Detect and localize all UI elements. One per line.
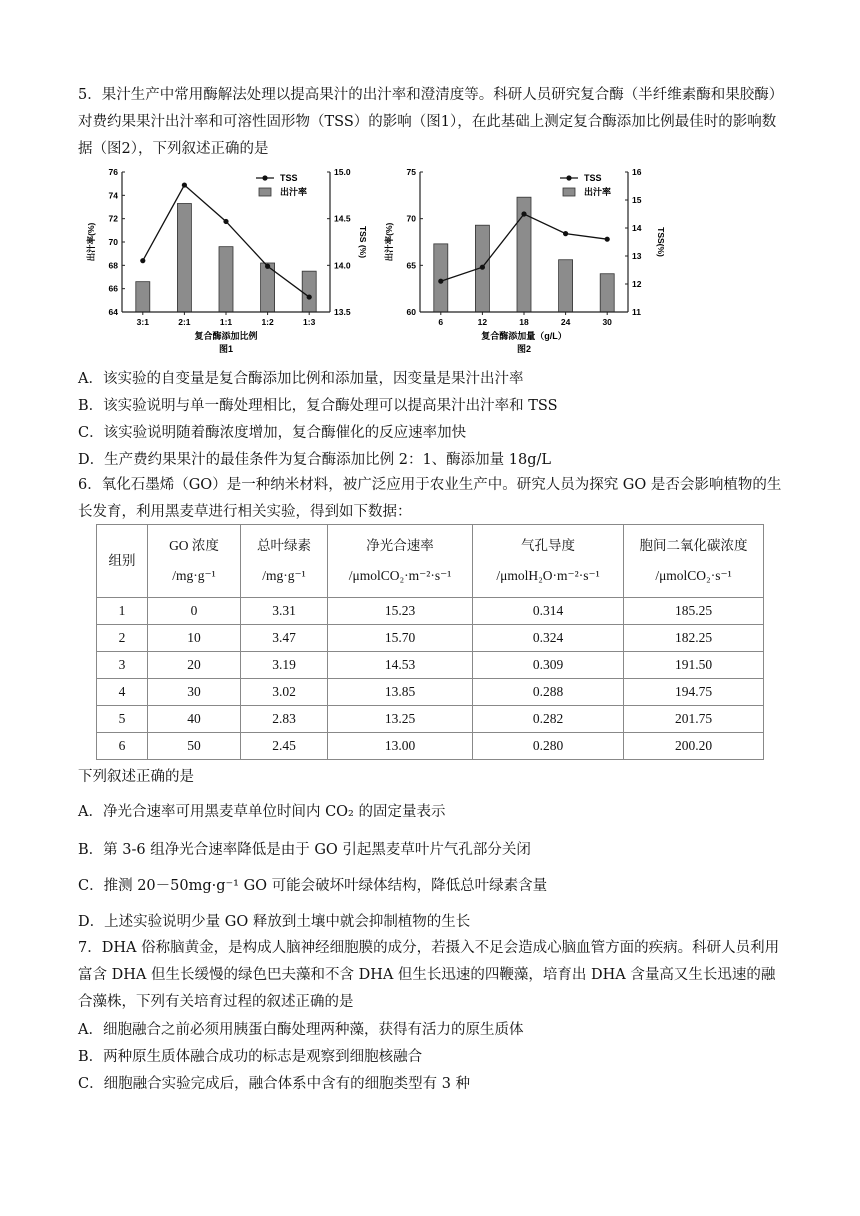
figure-title: 图2 — [516, 344, 532, 354]
left-tick-label: 70 — [108, 237, 118, 247]
x-tick-label: 12 — [477, 317, 488, 327]
right-tick-label: 15.0 — [334, 167, 351, 177]
go-data-table — [96, 524, 764, 760]
figure-2-chart — [376, 162, 676, 362]
legend-yield-label: 出汁率 — [280, 187, 308, 197]
table-row: 6 50 2.45 13.00 0.280 200.20 — [97, 733, 764, 760]
table-row: 4 30 3.02 13.85 0.288 194.75 — [97, 679, 764, 706]
tss-point-18 — [521, 211, 526, 216]
q5-option-d: D．生产费约果果汁的最佳条件为复合酶添加比例 2：1、酶添加量 18g/L — [78, 452, 552, 468]
tss-point-6 — [438, 279, 443, 284]
left-tick-label: 66 — [108, 283, 118, 294]
bar-yield-2:1 — [177, 204, 191, 313]
tss-point-1:2 — [265, 264, 270, 269]
table-row: 1 0 3.31 15.23 0.314 185.25 — [97, 598, 764, 625]
q5-option-a: A．该实验的自变量是复合酶添加比例和添加量，因变量是果汁出汁率 — [78, 371, 524, 387]
bar-yield-3:1 — [136, 282, 150, 312]
header-net-photosynthesis: 净光合速率 /μmolCO₂·m⁻²·s⁻¹ — [328, 525, 473, 598]
left-tick-label: 65 — [406, 260, 416, 271]
legend-yield-label: 出汁率 — [584, 187, 612, 197]
q5-option-b: B．该实验说明与单一酶处理相比，复合酶处理可以提高果汁出汁率和 TSS — [78, 398, 558, 414]
x-tick-label: 24 — [560, 317, 571, 327]
q6-stem: 6．氧化石墨烯（GO）是一种纳米材料，被广泛应用于农业生产中。研究人员为探究 GO 是否会影响植物的生长发育，利用黑麦草进行相关实验，得到如下数据： — [78, 477, 782, 520]
x-tick-label: 1:1 — [219, 317, 233, 327]
bar-yield-24 — [559, 260, 573, 312]
legend-tss-label: TSS — [584, 173, 602, 183]
q7-option-a: A．细胞融合之前必须用胰蛋白酶处理两种藻，获得有活力的原生质体 — [78, 1022, 524, 1038]
y2-axis-label: TSS(%) — [656, 227, 666, 257]
legend-tss-label: TSS — [280, 173, 298, 183]
bar-yield-6 — [434, 244, 448, 312]
table-header-row — [97, 525, 764, 598]
left-tick-label: 60 — [406, 307, 416, 317]
header-stomatal-conductance: 气孔导度 /μmolH₂O·m⁻²·s⁻¹ — [473, 525, 624, 598]
x-tick-label: 1:2 — [261, 317, 274, 327]
legend-tss-marker — [566, 175, 571, 180]
bar-yield-1:1 — [219, 247, 233, 312]
header-intercellular-co2: 胞间二氧化碳浓度 /μmolCO₂·s⁻¹ — [624, 525, 764, 598]
right-tick-label: 14 — [632, 223, 642, 233]
legend-yield-swatch — [563, 188, 575, 196]
right-tick-label: 14.5 — [334, 213, 351, 224]
q5-option-c: C．该实验说明随着酶浓度增加，复合酶催化的反应速率加快 — [78, 425, 467, 441]
table-row: 3 20 3.19 14.53 0.309 191.50 — [97, 652, 764, 679]
x-axis-label: 复合酶添加比例 — [194, 331, 258, 341]
tss-point-30 — [605, 237, 610, 242]
x-tick-label: 18 — [519, 317, 529, 327]
right-tick-label: 13 — [632, 251, 642, 261]
bar-yield-1:3 — [302, 271, 316, 312]
tss-point-1:3 — [307, 294, 312, 299]
tss-point-2:1 — [182, 182, 187, 187]
left-tick-label: 68 — [108, 260, 118, 271]
q6-option-c: C．推测 20－50mg·g⁻¹ GO 可能会破坏叶绿体结构，降低总叶绿素含量 — [78, 878, 548, 894]
tss-point-24 — [563, 231, 568, 236]
tss-point-1:1 — [223, 219, 228, 224]
left-tick-label: 76 — [108, 167, 118, 177]
q6-lead: 下列叙述正确的是 — [78, 769, 194, 785]
left-tick-label: 70 — [406, 213, 416, 224]
header-total-chlorophyll: 总叶绿素 /mg·g⁻¹ — [241, 525, 328, 598]
q6-option-d: D．上述实验说明少量 GO 释放到土壤中就会抑制植物的生长 — [78, 914, 471, 930]
right-tick-label: 12 — [632, 279, 642, 289]
x-tick-label: 6 — [438, 317, 444, 327]
tss-point-12 — [480, 265, 485, 270]
header-group: 组别 — [97, 525, 148, 598]
tss-point-3:1 — [140, 258, 145, 263]
figure-1-chart — [78, 162, 378, 362]
x-tick-label: 3:1 — [136, 317, 149, 327]
legend-tss-marker — [262, 175, 267, 180]
y-axis-label: 出汁率(%) — [86, 222, 96, 262]
table-body — [97, 598, 764, 760]
right-tick-label: 16 — [632, 167, 642, 177]
q7-stem: 7．DHA 俗称脑黄金，是构成人脑神经细胞膜的成分，若摄入不足会造成心脑血管方面的疾病。科研人员利用富含 DHA 但生长缓慢的绿色巴夫藻和不含 DHA 但生长迅速的四鞭藻，培育出 DHA 含量高又生长迅速的融合藻株，下列有关培育过程的叙述正确的是 — [78, 940, 780, 1010]
q5-stem: 5．果汁生产中常用酶解法处理以提高果汁的出汁率和澄清度等。科研人员研究复合酶（半纤维素酶和果胶酶）对费约果果汁出汁率和可溶性固形物（TSS）的影响（图1），在此基础上测定复合酶添加比例最佳时的影响数据（图2），下列叙述正确的是 — [78, 87, 784, 157]
left-tick-label: 64 — [108, 307, 118, 317]
x-tick-label: 30 — [602, 317, 612, 327]
left-tick-label: 72 — [108, 213, 118, 224]
x-tick-label: 1:3 — [303, 317, 316, 327]
table-row: 2 10 3.47 15.70 0.324 182.25 — [97, 625, 764, 652]
legend-yield-swatch — [259, 188, 271, 196]
q7-option-b: B．两种原生质体融合成功的标志是观察到细胞核融合 — [78, 1049, 423, 1065]
right-tick-label: 11 — [632, 307, 641, 317]
figure-title: 图1 — [218, 344, 234, 354]
left-tick-label: 74 — [108, 190, 118, 201]
q6-option-a: A．净光合速率可用黑麦草单位时间内 CO₂ 的固定量表示 — [78, 804, 446, 820]
right-tick-label: 15 — [632, 195, 642, 205]
header-go-concentration: GO 浓度 /mg·g⁻¹ — [148, 525, 241, 598]
bar-yield-30 — [600, 274, 614, 312]
q7-option-c: C．细胞融合实验完成后，融合体系中含有的细胞类型有 3 种 — [78, 1076, 471, 1092]
q6-option-b: B．第 3-6 组净光合速率降低是由于 GO 引起黑麦草叶片气孔部分关闭 — [78, 842, 531, 858]
left-tick-label: 75 — [406, 167, 416, 177]
x-axis-label: 复合酶添加量（g/L） — [481, 331, 567, 341]
y-axis-label: 出汁率(%) — [384, 222, 394, 262]
x-tick-label: 2:1 — [178, 317, 191, 327]
right-tick-label: 13.5 — [334, 307, 351, 317]
table-row: 5 40 2.83 13.25 0.282 201.75 — [97, 706, 764, 733]
right-tick-label: 14.0 — [334, 260, 351, 271]
y2-axis-label: TSS (%) — [358, 225, 368, 259]
